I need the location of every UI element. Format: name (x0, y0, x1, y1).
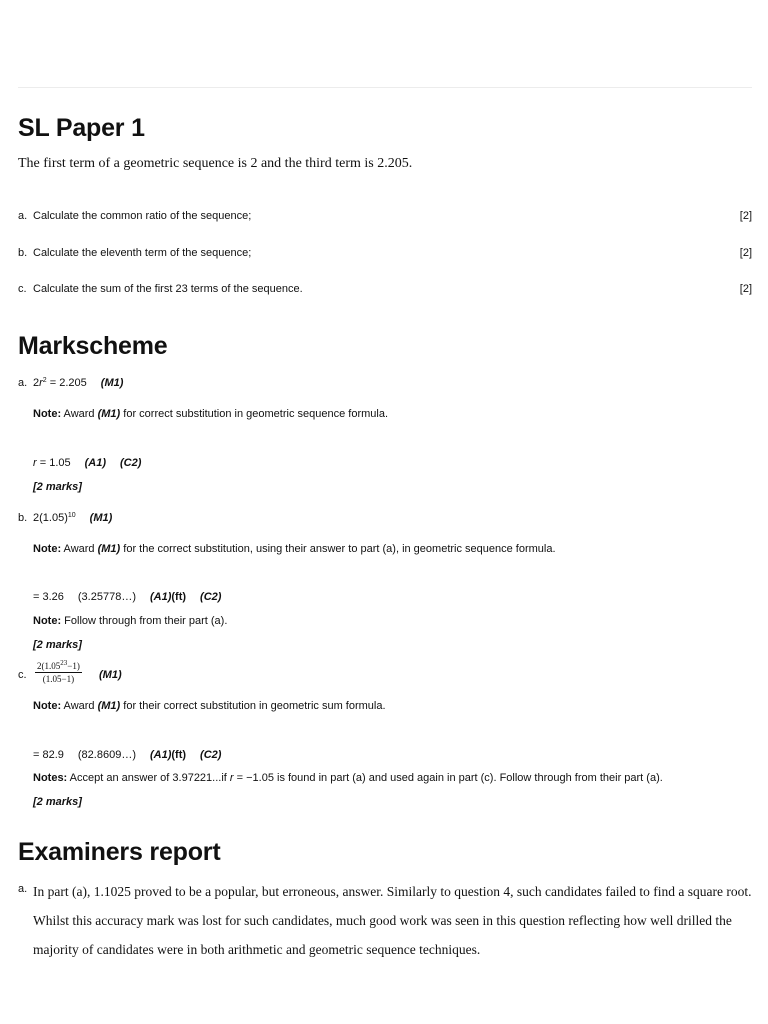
markscheme-heading: Markscheme (18, 332, 168, 360)
part-text: Calculate the common ratio of the sequence; (33, 210, 252, 222)
numerator-exponent: 23 (60, 659, 68, 667)
note-text: Award (61, 543, 98, 555)
part-label: b. (18, 247, 28, 259)
method-mark: (M1) (97, 408, 121, 420)
note-text: Award (61, 408, 98, 420)
note-text: for correct substitution in geometric sequence formula. (120, 408, 389, 420)
note-text: Award (61, 700, 98, 712)
answer-value: = 82.9 (33, 749, 64, 761)
follow-through-mark: (ft) (171, 591, 187, 603)
markscheme-a-label: a. (18, 377, 28, 389)
markscheme-a-total: [2 marks] (33, 481, 82, 493)
note-variable: r (229, 772, 234, 784)
communication-mark: (C2) (200, 591, 222, 603)
question-intro: The first term of a geometric sequence is 2 and the third term is 2.205. (18, 156, 413, 171)
eq-exponent: 10 (67, 512, 76, 519)
markscheme-c-method-mark: (M1) (99, 669, 122, 681)
markscheme-c-total: [2 marks] (33, 796, 82, 808)
markscheme-b-note-2 (33, 615, 227, 627)
fraction-numerator (35, 661, 82, 673)
note-label: Note: (33, 615, 62, 627)
accuracy-mark: (A1) (149, 749, 172, 761)
accuracy-mark: (A1) (149, 591, 172, 603)
numerator-text: −1) (67, 661, 80, 671)
eq-variable: r (39, 377, 43, 389)
part-marks: [2] (739, 283, 752, 295)
part-label: a. (18, 210, 28, 222)
note-label: Note: (33, 543, 62, 555)
note-text: Follow through from their part (a). (61, 615, 228, 627)
part-label: c. (18, 283, 27, 295)
markscheme-a-answer (33, 457, 141, 469)
markscheme-c-note (33, 700, 386, 712)
note-text: for the correct substitution, using their answer to part (a), in geometric sequence formula. (120, 543, 556, 555)
sum-formula-fraction (35, 661, 82, 684)
part-marks: [2] (739, 247, 752, 259)
communication-mark: (C2) (200, 749, 222, 761)
note-label: Note: (33, 700, 62, 712)
note-label: Notes: (33, 772, 68, 784)
method-mark: (M1) (97, 700, 121, 712)
numerator-text: 2(1.05 (37, 661, 61, 671)
markscheme-a-note (33, 408, 388, 420)
method-mark: (M1) (97, 543, 121, 555)
eq-text: = 2.205 (46, 377, 87, 389)
eq-text: 2 (33, 377, 40, 389)
accuracy-mark: (A1) (84, 457, 107, 469)
answer-value: = 3.26 (33, 591, 64, 603)
top-divider (18, 87, 752, 88)
markscheme-b-total: [2 marks] (33, 639, 82, 651)
follow-through-mark: (ft) (171, 749, 187, 761)
part-text: Calculate the eleventh term of the sequence; (33, 247, 252, 259)
markscheme-c-label: c. (18, 669, 27, 681)
markscheme-c-answer (33, 749, 221, 761)
eq-text: 2(1.05) (33, 512, 68, 524)
note-text: = −1.05 is found in part (a) and used again in part (c). Follow through from their part (a). (233, 772, 663, 784)
method-mark: (M1) (89, 512, 113, 524)
answer-full-value: (3.25778…) (77, 591, 136, 603)
note-text: for their correct substitution in geometric sum formula. (120, 700, 386, 712)
examiners-report-heading: Examiners report (18, 838, 221, 866)
answer-full-value: (82.8609…) (77, 749, 136, 761)
markscheme-b-label: b. (18, 512, 28, 524)
report-item-text: In part (a), 1.1025 proved to be a popular, but erroneous, answer. Similarly to question 4, such candidates failed to find a square root. Whilst this accuracy mark was lost for such candidates, much good work was seen in this question reflecting how well drilled the majority of candidates were in both arithmetic and geometric sequence techniques. (33, 884, 752, 957)
note-text: Accept an answer of 3.97221...if (67, 772, 230, 784)
report-item-label: a. (18, 883, 28, 895)
communication-mark: (C2) (120, 457, 142, 469)
eq-exponent: 2 (42, 377, 47, 384)
answer-value: = 1.05 (36, 457, 71, 469)
markscheme-c-note-2 (33, 772, 663, 784)
page-title: SL Paper 1 (18, 114, 145, 142)
part-marks: [2] (739, 210, 752, 222)
markscheme-b-note (33, 543, 556, 555)
fraction-denominator: (1.05−1) (42, 674, 75, 684)
markscheme-b-answer (33, 591, 221, 603)
answer-variable: r (33, 457, 37, 469)
part-text: Calculate the sum of the first 23 terms of the sequence. (33, 283, 303, 295)
note-label: Note: (33, 408, 62, 420)
markscheme-b-equation (33, 512, 112, 524)
markscheme-a-equation (33, 377, 123, 389)
method-mark: (M1) (100, 377, 124, 389)
